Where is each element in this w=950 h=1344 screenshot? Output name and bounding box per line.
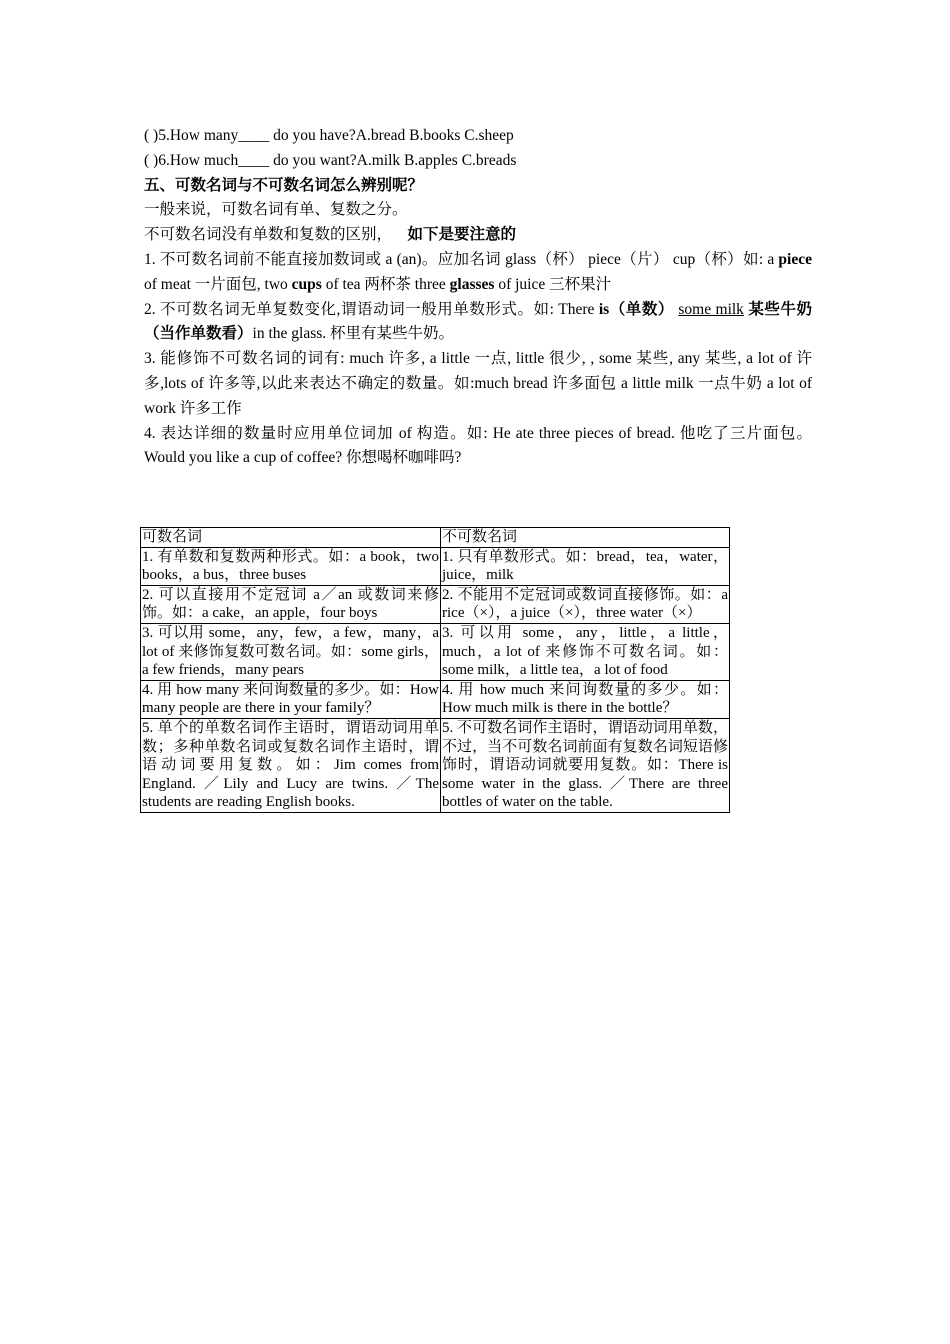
table-cell: 2. 可以直接用不定冠词 a／an 或数词来修饰。如：a cake，an apple，four boys — [141, 585, 441, 623]
table-row — [141, 718, 730, 812]
question-5: ( )5.How many____ do you have?A.bread B.books C.sheep — [144, 127, 514, 144]
intro-line-2-bold: 如下是要注意的 — [407, 226, 517, 244]
point-2-bold-is: is（单数） — [598, 300, 674, 318]
point-1-text-b: of meat 一片面包, two — [144, 275, 292, 293]
table-cell: 2. 不能用不定冠词或数词直接修饰。如：a rice（×），a juice（×），three water（×） — [441, 585, 730, 623]
point-1-text-d: of juice 三杯果汁 — [494, 275, 612, 293]
table-cell: 4. 用 how many 来问询数量的多少。如：How many people are there in your family？ — [141, 680, 441, 718]
table-row — [141, 623, 730, 680]
table-cell: 3. 可以用 some，any，little，a little，much，a lot of 来修饰不可数名词。如：some milk，a little tea，a lot of food — [441, 623, 730, 680]
table-cell: 1. 有单数和复数两种形式。如：a book，two books，a bus，three buses — [141, 547, 441, 585]
point-1-text-a: 1. 不可数名词前不能直接加数词或 a (an)。应加名词 glass（杯） piece（片） cup（杯）如: a — [144, 250, 779, 268]
table-row — [141, 680, 730, 718]
table-header-row — [141, 528, 730, 548]
table-cell: 1. 只有单数形式。如：bread，tea，water，juice，milk — [441, 547, 730, 585]
table-cell: 5. 不可数名词作主语时，谓语动词用单数，不过，当不可数名词前面有复数名词短语修饰时，谓语动词就要用复数。如：There is some water in the glass. ／There are three bottles of water on the table. — [441, 718, 730, 812]
comparison-table — [140, 527, 730, 813]
header-countable: 可数名词 — [141, 528, 441, 548]
section-heading: 五、可数名词与不可数名词怎么辨别呢？ — [144, 176, 424, 194]
point-1-text-c: of tea 两杯茶 three — [321, 275, 450, 293]
table-row — [141, 585, 730, 623]
body-text — [144, 124, 812, 471]
table-cell: 5. 单个的单数名词作主语时，谓语动词用单数；多种单数名词或复数名词作主语时，谓语动词要用复数。如：Jim comes from England. ／Lily and Lucy are twins. ／The students are reading English books. — [141, 718, 441, 812]
point-1 — [144, 248, 812, 298]
intro-line-2-text: 不可数名词没有单数和复数的区别， — [144, 226, 393, 244]
point-4: 4. 表达详细的数量时应用单位词加 of 构造。如: He ate three pieces of bread. 他吃了三片面包。Would you like a cup of coffee? 你想喝杯咖啡吗? — [144, 424, 812, 467]
point-2 — [144, 298, 812, 348]
point-2-text-a: 2. 不可数名词无单复数变化,谓语动词一般用单数形式。如: There — [144, 300, 599, 318]
point-1-bold-piece: piece — [778, 250, 812, 268]
intro-line-1: 一般来说，可数名词有单、复数之分。 — [144, 201, 408, 219]
point-2-bold-note: 某些牛奶（当作单数看） — [144, 300, 812, 343]
table-row — [141, 547, 730, 585]
point-2-text-d: in the glass. 杯里有某些牛奶。 — [252, 325, 455, 343]
point-2-underlined: some milk — [678, 300, 744, 318]
point-3: 3. 能修饰不可数名词的词有: much 许多, a little 一点, little 很少, , some 某些, any 某些, a lot of 许多,lots of 许多等,以此来表达不确定的数量。如:much bread 许多面包 a little milk 一点牛奶 a lot of work 许多工作 — [144, 350, 812, 417]
table-cell: 4. 用 how much 来问询数量的多少。如：How much milk is there in the bottle？ — [441, 680, 730, 718]
table-cell: 3. 可以用 some，any，few，a few，many，a lot of 来修饰复数可数名词。如：some girls，a few friends，many pears — [141, 623, 441, 680]
header-uncountable: 不可数名词 — [441, 528, 730, 548]
question-6: ( )6.How much____ do you want?A.milk B.apples C.breads — [144, 151, 517, 169]
intro-line-2 — [144, 223, 812, 248]
point-1-bold-glasses: glasses — [449, 275, 495, 293]
point-1-bold-cups: cups — [291, 275, 322, 293]
